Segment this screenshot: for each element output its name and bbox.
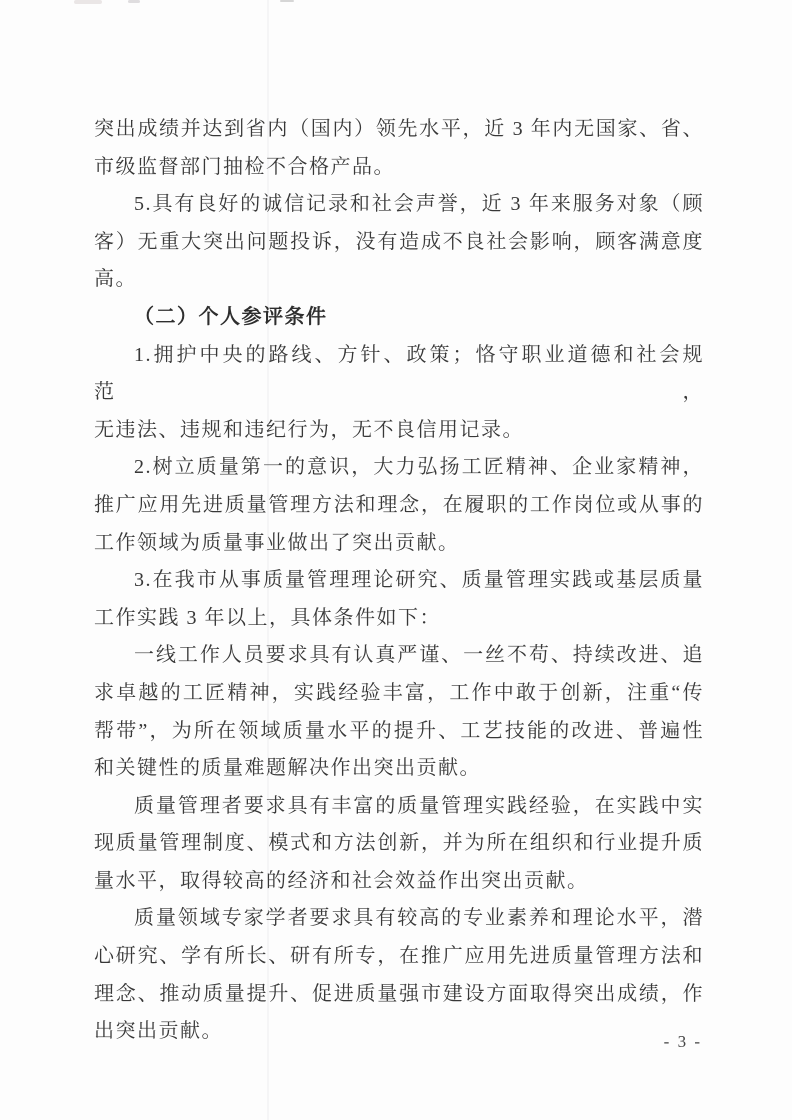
text-line: 2.树立质量第一的意识，大力弘扬工匠精神、企业家精神， <box>134 456 704 479</box>
text-line: 高。 <box>94 268 137 291</box>
text-line: 市级监督部门抽检不合格产品。 <box>94 155 395 178</box>
text-line: 出突出贡献。 <box>94 1020 223 1043</box>
text-line: 质量管理者要求具有丰富的质量管理实践经验，在实践中实 <box>134 794 704 817</box>
text-line: 帮带”，为所在领域质量水平的提升、工艺技能的改进、普遍性 <box>94 719 704 742</box>
scan-artifact <box>280 0 294 2</box>
text-line: 求卓越的工匠精神，实践经验丰富，工作中敢于创新，注重“传 <box>94 681 704 704</box>
text-line: 1.拥护中央的路线、方针、政策；恪守职业道德和社会规范， <box>94 343 704 404</box>
text-line: 客）无重大突出问题投诉，没有造成不良社会影响，顾客满意度 <box>94 230 704 253</box>
section-heading: （二）个人参评条件 <box>134 305 328 328</box>
text-line: 心研究、学有所长、研有所专，在推广应用先进质量管理方法和 <box>94 945 704 968</box>
text-line: 3.在我市从事质量管理理论研究、质量管理实践或基层质量 <box>134 569 704 592</box>
text-line: 理念、推动质量提升、促进质量强市建设方面取得突出成绩，作 <box>94 982 704 1005</box>
text-line: 质量领域专家学者要求具有较高的专业素养和理论水平，潜 <box>134 907 704 930</box>
document-body <box>94 111 704 1051</box>
scan-artifact <box>74 0 102 4</box>
text-line: 无违法、违规和违纪行为，无不良信用记录。 <box>94 418 524 441</box>
text-line: 工作实践 3 年以上，具体条件如下： <box>94 606 441 629</box>
text-line: 量水平，取得较高的经济和社会效益作出突出贡献。 <box>94 869 589 892</box>
text-line: 和关键性的质量难题解决作出突出贡献。 <box>94 757 481 780</box>
text-line: 一线工作人员要求具有认真严谨、一丝不苟、持续改进、追 <box>134 644 704 667</box>
text-line: 现质量管理制度、模式和方法创新，并为所在组织和行业提升质 <box>94 832 704 855</box>
text-line: 突出成绩并达到省内（国内）领先水平，近 3 年内无国家、省、 <box>94 118 704 140</box>
text-line: 推广应用先进质量管理方法和理念，在履职的工作岗位或从事的 <box>94 493 704 516</box>
page-number: - 3 - <box>663 1032 702 1051</box>
scan-artifact <box>128 0 140 3</box>
text-line: 工作领域为质量事业做出了突出贡献。 <box>94 531 460 554</box>
text-line: 5.具有良好的诚信记录和社会声誉，近 3 年来服务对象（顾 <box>134 193 704 216</box>
